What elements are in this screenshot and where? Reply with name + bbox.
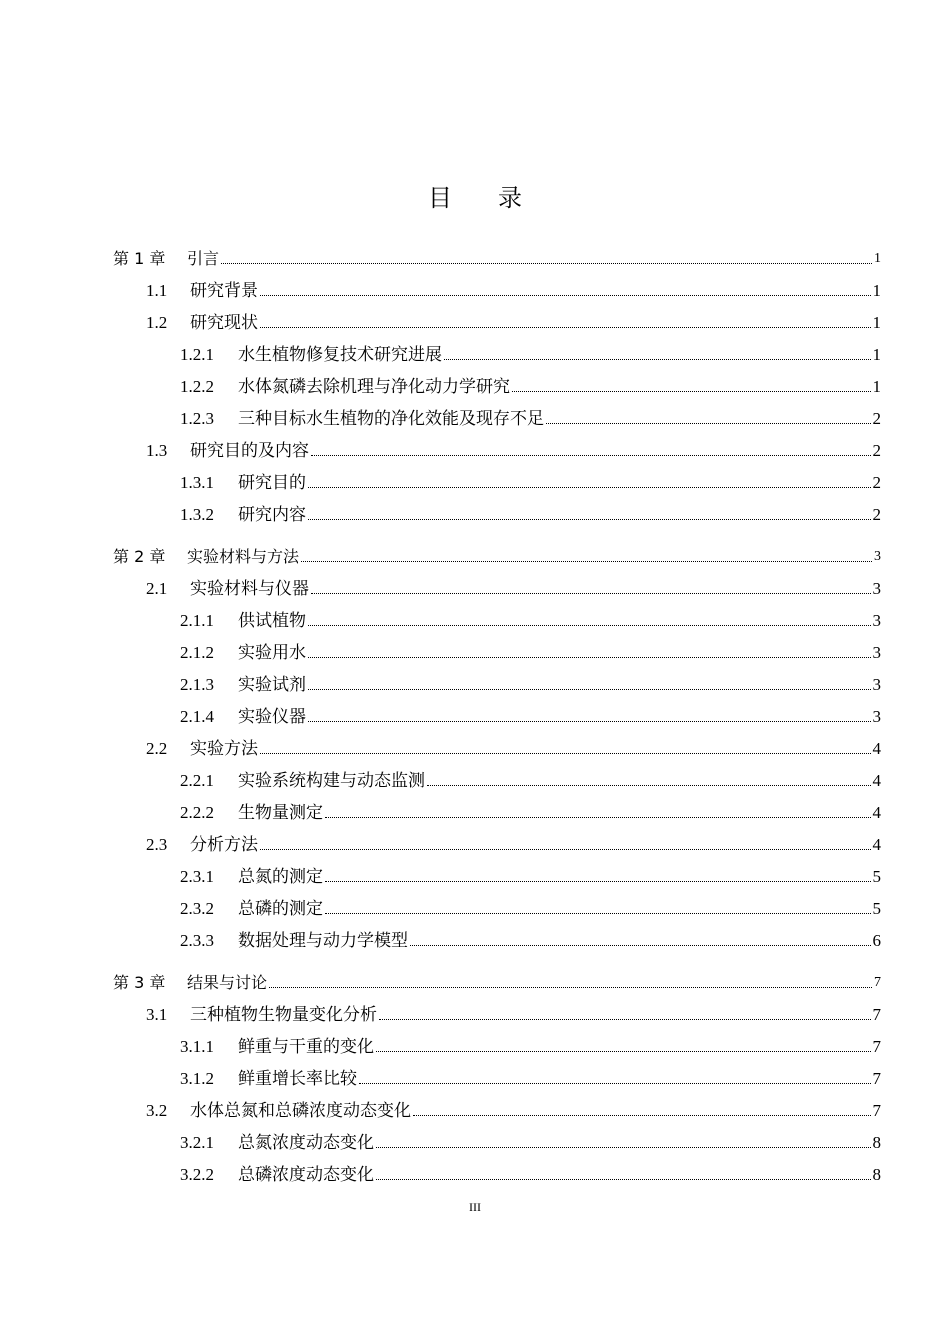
toc-entry-number: 1.2.1 (180, 345, 214, 364)
toc-entry-number: 2.1.4 (180, 707, 214, 726)
toc-entry-page-number: 2 (872, 473, 881, 492)
dot-leader (308, 519, 871, 520)
toc-entry-title: 实验系统构建与动态监测 (238, 771, 425, 791)
dot-leader (410, 945, 871, 946)
toc-entry-number: 2.3.3 (180, 931, 214, 950)
toc-entry-title: 总氮浓度动态变化 (238, 1133, 374, 1153)
toc-entry[interactable] (180, 606, 881, 632)
page-number-footer: III (469, 1200, 481, 1214)
toc-entry-title: 水体总氮和总磷浓度动态变化 (190, 1101, 411, 1121)
toc-entry[interactable] (146, 1000, 881, 1026)
toc-entry-title: 研究内容 (238, 505, 306, 525)
dot-leader (308, 657, 871, 658)
toc-entry-title: 总氮的测定 (238, 867, 323, 887)
toc-entry-number: 2.3.2 (180, 899, 214, 918)
dot-leader (221, 263, 872, 264)
toc-entry-title: 水体氮磷去除机理与净化动力学研究 (238, 377, 510, 397)
toc-entry[interactable] (180, 926, 881, 952)
toc-entry[interactable] (180, 766, 881, 792)
dot-leader (308, 689, 871, 690)
dot-leader (325, 817, 871, 818)
toc-entry-number: 2.3 (146, 835, 168, 854)
toc-entry[interactable] (146, 308, 881, 334)
dot-leader (311, 593, 871, 594)
dot-leader (260, 295, 871, 296)
toc-entry-number: 3.2.2 (180, 1165, 214, 1184)
toc-entry-page-number: 4 (872, 771, 881, 790)
dot-leader (308, 721, 871, 722)
toc-entry-number: 第 3 章 (113, 973, 166, 992)
toc-entry-title: 三种目标水生植物的净化效能及现存不足 (238, 409, 544, 429)
toc-entry[interactable] (146, 276, 881, 302)
toc-entry-number: 1.2.3 (180, 409, 214, 428)
page-title-char-2: 录 (498, 184, 522, 212)
toc-entry[interactable] (180, 1160, 881, 1186)
dot-leader (260, 327, 871, 328)
toc-entry-title: 结果与讨论 (187, 973, 268, 992)
toc-entry-page-number: 5 (872, 867, 881, 886)
toc-entry-page-number: 2 (872, 441, 881, 460)
toc-entry[interactable] (180, 468, 881, 494)
toc-entry-page-number: 4 (872, 835, 881, 854)
dot-leader (301, 561, 872, 562)
toc-entry[interactable] (180, 404, 881, 430)
dot-leader (260, 849, 871, 850)
dot-leader (444, 359, 871, 360)
toc-entry-title: 生物量测定 (238, 803, 323, 823)
toc-entry-number: 1.3 (146, 441, 168, 460)
toc-entry-page-number: 3 (872, 611, 881, 630)
toc-entry-number: 1.2.2 (180, 377, 214, 396)
toc-entry-page-number: 1 (872, 345, 881, 364)
toc-entry[interactable] (180, 862, 881, 888)
toc-entry-title: 研究目的 (238, 473, 306, 493)
dot-leader (311, 455, 871, 456)
toc-entry[interactable] (146, 830, 881, 856)
toc-entry-page-number: 3 (872, 579, 881, 598)
dot-leader (427, 785, 871, 786)
toc-entry-page-number: 3 (874, 549, 881, 564)
dot-leader (308, 487, 871, 488)
dot-leader (512, 391, 871, 392)
toc-entry-number: 2.1.2 (180, 643, 214, 662)
dot-leader (376, 1051, 871, 1052)
toc-entry-number: 2.1 (146, 579, 168, 598)
toc-entry-page-number: 1 (874, 251, 881, 266)
toc-entry-number: 3.1 (146, 1005, 168, 1024)
toc-entry[interactable] (180, 1032, 881, 1058)
toc-entry[interactable] (146, 574, 881, 600)
toc-entry[interactable] (146, 436, 881, 462)
toc-entry-number: 2.2.1 (180, 771, 214, 790)
toc-entry-page-number: 4 (872, 739, 881, 758)
toc-entry-title: 研究背景 (190, 281, 258, 301)
toc-entry-number: 2.1.1 (180, 611, 214, 630)
toc-entry[interactable] (180, 340, 881, 366)
toc-entry-title: 引言 (187, 249, 220, 268)
toc-entry-page-number: 7 (874, 975, 881, 990)
toc-entry-page-number: 2 (872, 505, 881, 524)
toc-entry-title: 实验用水 (238, 643, 306, 663)
toc-entry-title: 实验试剂 (238, 675, 306, 695)
toc-entry-page-number: 6 (872, 931, 881, 950)
toc-entry-number: 第 2 章 (113, 547, 166, 566)
toc-entry[interactable] (180, 638, 881, 664)
toc-entry-page-number: 1 (872, 281, 881, 300)
toc-entry-title: 数据处理与动力学模型 (238, 931, 408, 951)
toc-entry-title: 鲜重增长率比较 (238, 1069, 357, 1089)
toc-entry-number: 3.1.1 (180, 1037, 214, 1056)
dot-leader (413, 1115, 871, 1116)
toc-entry-page-number: 3 (872, 643, 881, 662)
toc-entry-title: 总磷浓度动态变化 (238, 1165, 374, 1185)
toc-entry-title: 实验仪器 (238, 707, 306, 727)
toc-chapter-entry[interactable] (113, 968, 881, 994)
toc-entry-page-number: 7 (872, 1101, 881, 1120)
toc-entry-page-number: 3 (872, 675, 881, 694)
toc-entry-title: 研究目的及内容 (190, 441, 309, 461)
toc-entry-page-number: 4 (872, 803, 881, 822)
toc-entry[interactable] (180, 372, 881, 398)
dot-leader (269, 987, 872, 988)
dot-leader (376, 1147, 871, 1148)
toc-entry-page-number: 1 (872, 313, 881, 332)
toc-entry-number: 2.3.1 (180, 867, 214, 886)
toc-entry[interactable] (180, 894, 881, 920)
toc-entry-title: 实验材料与方法 (187, 547, 300, 566)
dot-leader (308, 625, 871, 626)
toc-entry-page-number: 8 (872, 1165, 881, 1184)
toc-entry-number: 2.2 (146, 739, 168, 758)
dot-leader (325, 913, 871, 914)
toc-entry-title: 研究现状 (190, 313, 258, 333)
toc-entry-page-number: 3 (872, 707, 881, 726)
toc-entry-number: 1.2 (146, 313, 168, 332)
toc-entry-page-number: 7 (872, 1037, 881, 1056)
toc-entry[interactable] (180, 1128, 881, 1154)
toc-entry[interactable] (146, 734, 881, 760)
toc-entry[interactable] (180, 670, 881, 696)
toc-entry-number: 3.1.2 (180, 1069, 214, 1088)
toc-entry-page-number: 1 (872, 377, 881, 396)
toc-entry-title: 水生植物修复技术研究进展 (238, 345, 442, 365)
toc-entry-page-number: 7 (872, 1069, 881, 1088)
toc-entry-page-number: 8 (872, 1133, 881, 1152)
dot-leader (379, 1019, 871, 1020)
toc-entry[interactable] (180, 500, 881, 526)
dot-leader (260, 753, 871, 754)
toc-chapter-entry[interactable] (113, 244, 881, 270)
toc-entry-number: 1.3.2 (180, 505, 214, 524)
toc-entry-title: 三种植物生物量变化分析 (190, 1005, 377, 1025)
toc-entry-title: 实验方法 (190, 739, 258, 759)
dot-leader (359, 1083, 871, 1084)
toc-entry[interactable] (180, 798, 881, 824)
toc-entry-title: 鲜重与干重的变化 (238, 1037, 374, 1057)
dot-leader (376, 1179, 871, 1180)
toc-entry[interactable] (180, 702, 881, 728)
toc-entry-number: 2.1.3 (180, 675, 214, 694)
toc-entry-number: 第 1 章 (113, 249, 166, 268)
toc-entry[interactable] (180, 1064, 881, 1090)
toc-entry-number: 3.2 (146, 1101, 168, 1120)
toc-entry-page-number: 2 (872, 409, 881, 428)
page-title-char-1: 目 (428, 184, 452, 212)
toc-chapter-entry[interactable] (113, 542, 881, 568)
dot-leader (546, 423, 871, 424)
page-title (0, 178, 950, 213)
toc-entry-page-number: 5 (872, 899, 881, 918)
toc-entry-title: 总磷的测定 (238, 899, 323, 919)
dot-leader (325, 881, 871, 882)
toc-entry-title: 分析方法 (190, 835, 258, 855)
toc-entry-number: 3.2.1 (180, 1133, 214, 1152)
toc-entry-page-number: 7 (872, 1005, 881, 1024)
toc-entry-title: 实验材料与仪器 (190, 579, 309, 599)
toc-entry-number: 2.2.2 (180, 803, 214, 822)
toc-entry[interactable] (146, 1096, 881, 1122)
toc-entry-number: 1.3.1 (180, 473, 214, 492)
toc-entry-title: 供试植物 (238, 611, 306, 631)
toc-entry-number: 1.1 (146, 281, 168, 300)
